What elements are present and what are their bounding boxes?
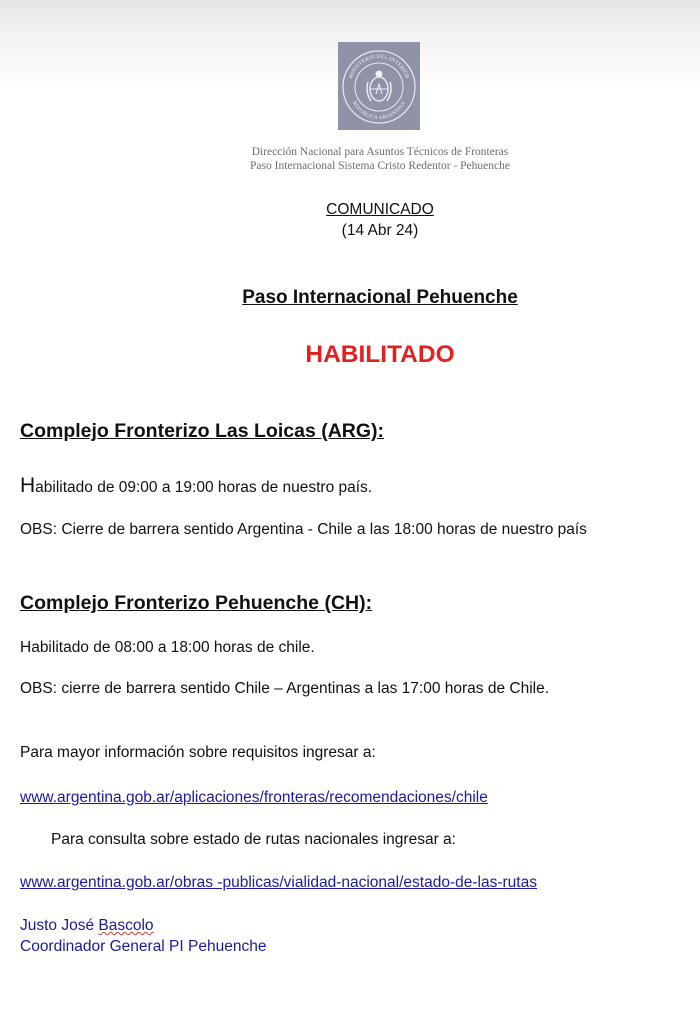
svg-text:MINISTERIO DEL INTERIOR: MINISTERIO DEL INTERIOR <box>348 53 410 80</box>
section-title-pehuenche-ch: Complejo Fronterizo Pehuenche (CH): <box>20 592 373 614</box>
requirements-link[interactable]: www.argentina.gob.ar/aplicaciones/fronteras/recomendaciones/chile <box>20 789 488 806</box>
las-loicas-hours <box>20 474 372 498</box>
signatory-role: Coordinador General PI Pehuenche <box>20 938 267 955</box>
signatory-first-name: Justo José <box>20 917 99 934</box>
status-badge: HABILITADO <box>305 341 455 368</box>
agency-name: Dirección Nacional para Asuntos Técnicos de Fronteras <box>251 146 509 158</box>
notice-date: (14 Abr 24) <box>341 222 419 239</box>
pass-system-name: Paso Internacional Sistema Cristo Redentor - Pehuenche <box>250 160 510 172</box>
requirements-info-text: Para mayor información sobre requisitos ingresar a: <box>20 744 376 761</box>
pass-title: Paso Internacional Pehuenche <box>242 287 518 308</box>
ministry-seal-logo <box>338 42 420 130</box>
signatory-last-name: Bascolo <box>98 917 154 934</box>
section-title-las-loicas: Complejo Fronterizo Las Loicas (ARG): <box>20 420 385 442</box>
las-loicas-obs: OBS: Cierre de barrera sentido Argentina - Chile a las 18:00 horas de nuestro país <box>20 521 587 538</box>
svg-text:REPUBLICA ARGENTINA: REPUBLICA ARGENTINA <box>350 100 408 122</box>
hours-text: abilitado de 09:00 a 19:00 horas de nuestro país. <box>35 479 373 496</box>
signatory-name <box>20 917 154 935</box>
pehuenche-ch-obs: OBS: cierre de barrera sentido Chile – Argentinas a las 17:00 horas de Chile. <box>20 680 550 697</box>
routes-info-text: Para consulta sobre estado de rutas nacionales ingresar a: <box>51 831 456 848</box>
coat-of-arms-icon <box>338 42 420 130</box>
hours-initial: H <box>20 474 36 497</box>
notice-label: COMUNICADO <box>326 201 434 218</box>
pehuenche-ch-hours: Habilitado de 08:00 a 18:00 horas de chile. <box>20 639 315 656</box>
routes-status-link[interactable]: www.argentina.gob.ar/obras -publicas/vialidad-nacional/estado-de-las-rutas <box>20 874 537 891</box>
